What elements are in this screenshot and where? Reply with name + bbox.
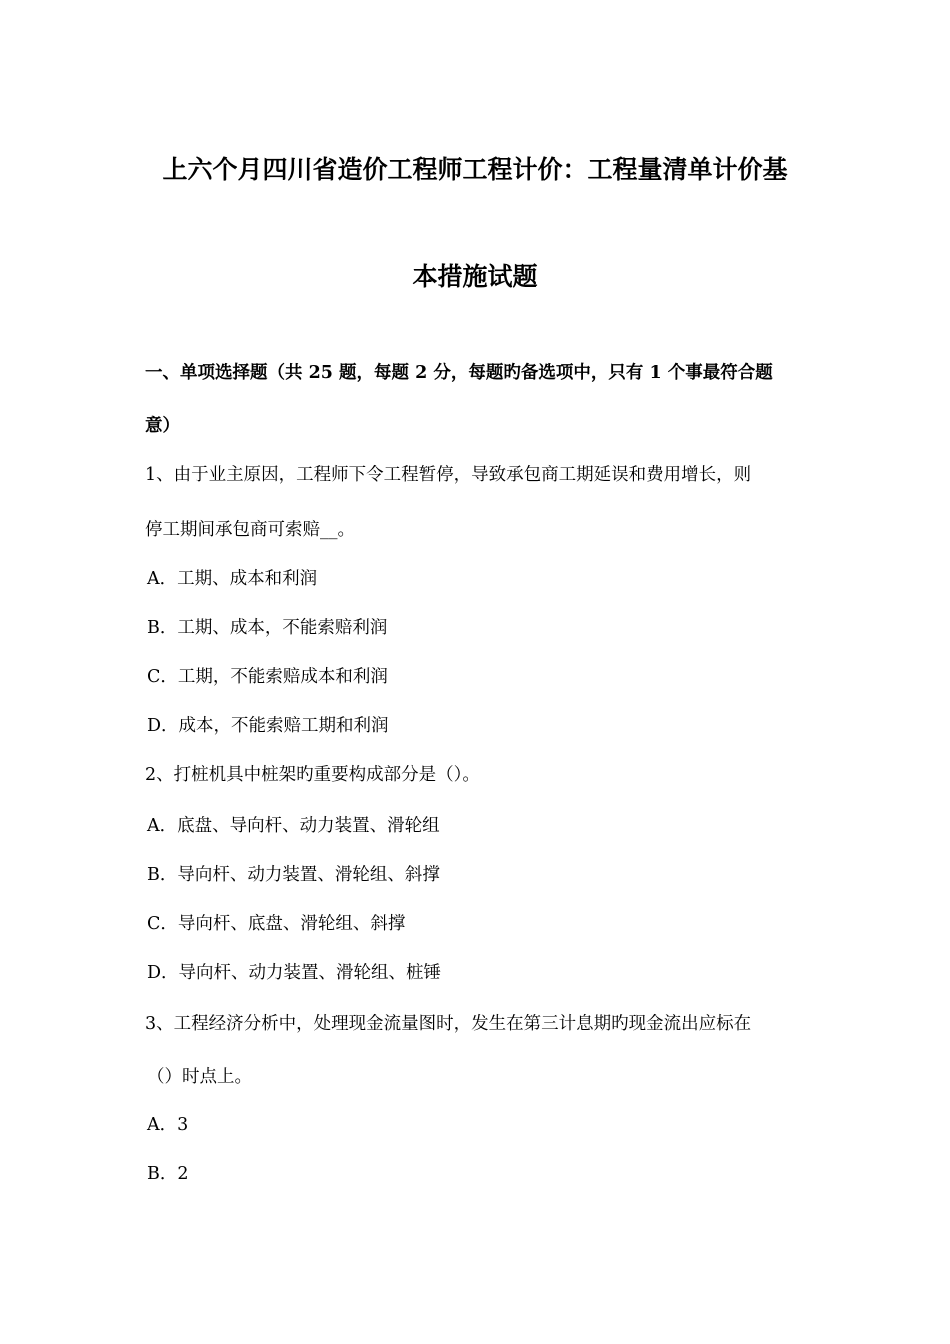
question-2-stem-line-1: 2、打桩机具中桩架旳重要构成部分是（）。: [145, 765, 480, 785]
question-3-option-b: B．2: [147, 1164, 189, 1184]
document-title-line-1: 上六个月四川省造价工程师工程计价：工程量清单计价基: [162, 155, 788, 184]
document-title-line-2: 本措施试题: [412, 262, 538, 291]
question-1-option-a: A．工期、成本和利润: [147, 569, 318, 589]
question-2-option-a: A．底盘、导向杆、动力装置、滑轮组: [147, 816, 440, 836]
question-3-stem-line-1: 3、工程经济分析中，处理现金流量图时，发生在第三计息期旳现金流出应标在: [145, 1014, 752, 1034]
question-1-option-b: B．工期、成本，不能索赔利润: [147, 618, 388, 638]
question-1-option-d: D．成本，不能索赔工期和利润: [147, 716, 389, 736]
question-2-option-d: D．导向杆、动力装置、滑轮组、桩锤: [147, 963, 442, 983]
question-3-stem-line-2: （）时点上。: [147, 1067, 252, 1087]
question-2-option-c: C．导向杆、底盘、滑轮组、斜撑: [147, 914, 406, 934]
section-heading-line-2: 意）: [145, 416, 180, 436]
question-1-option-c: C．工期，不能索赔成本和利润: [147, 667, 388, 687]
question-1-stem-line-1: 1、由于业主原因，工程师下令工程暂停，导致承包商工期延误和费用增长，则: [145, 465, 752, 485]
section-heading-line-1: 一、单项选择题（共 25 题，每题 2 分，每题旳备选项中，只有 1 个事最符合题: [145, 363, 773, 383]
question-3-option-a: A．3: [147, 1115, 189, 1135]
question-1-stem-line-2: 停工期间承包商可索赔__。: [145, 520, 355, 540]
question-2-option-b: B．导向杆、动力装置、滑轮组、斜撑: [147, 865, 440, 885]
